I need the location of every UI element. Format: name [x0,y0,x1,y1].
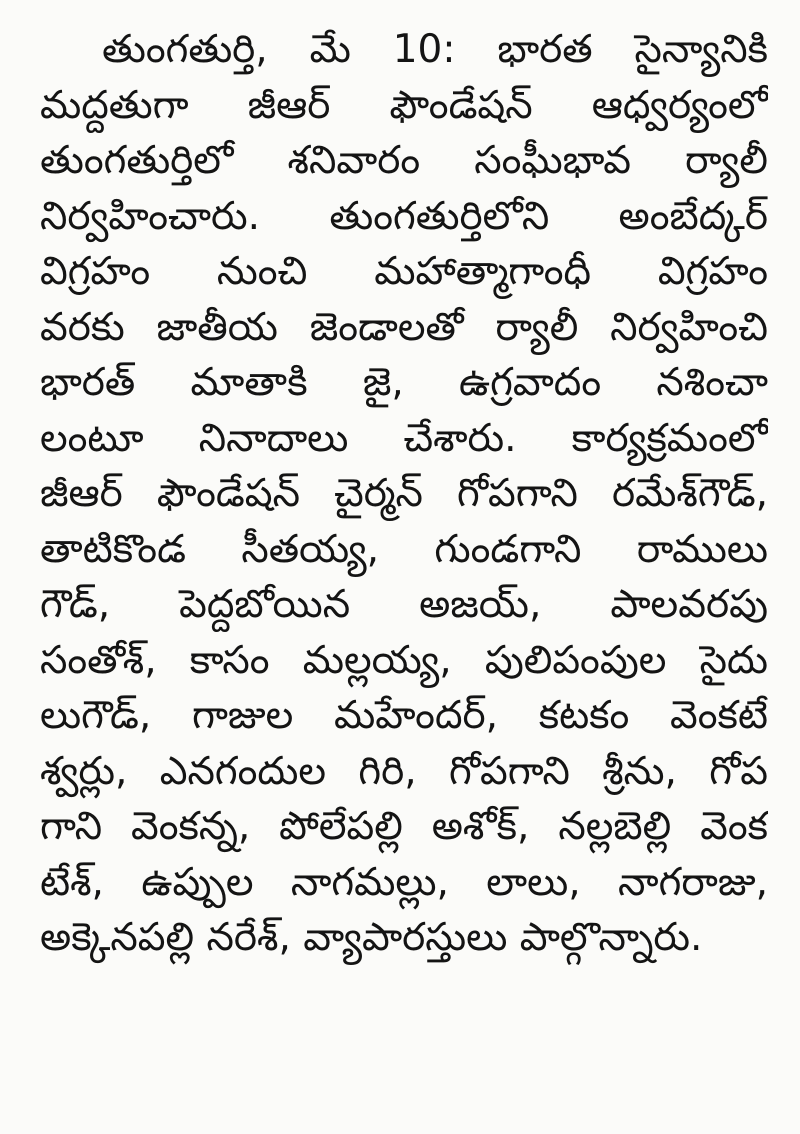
article-line: గాని వెంకన్న, పోలేపల్లి అశోక్, నల్లబెల్లి వెంక [40,804,768,849]
article-line: తుంగతుర్తి, మే 10: భారత సైన్యానికి [102,27,768,72]
article-line: నిర్వహించారు. తుంగతుర్తిలోని అంబేద్కర్ [40,193,768,239]
article-line: మద్దతుగా జీఆర్ ఫౌండేషన్ ఆధ్వర్యంలో [40,82,768,128]
article-line: శ్వర్లు, ఎనగందుల గిరి, గోపగాని శ్రీను, గోప [40,748,768,794]
article-line: టేశ్, ఉప్పుల నాగమల్లు, లాలు, నాగరాజు, [40,859,768,905]
article-body [40,22,768,966]
article-line: గౌడ్, పెద్దబోయిన అజయ్, పాలవరపు [40,582,768,627]
article-line: విగ్రహం నుంచి మహాత్మాగాంధీ విగ్రహం [40,249,768,294]
article-line: తుంగతుర్తిలో శనివారం సంఘీభావ ర్యాలీ [40,138,768,183]
article-line: జీఆర్ ఫౌండేషన్ చైర్మన్ గోపగాని రమేశ్‌గౌడ్, [40,471,768,516]
article-line: తాటికొండ సీతయ్య, గుండగాని రాములు [40,526,768,572]
article-line: సంతోశ్, కాసం మల్లయ్య, పులిపంపుల సైదు [40,637,768,683]
article-line: అక్కెనపల్లి నరేశ్, వ్యాపారస్తులు పాల్గొన్నారు. [40,915,703,960]
article-line: వరకు జాతీయ జెండాలతో ర్యాలీ నిర్వహించి [40,304,768,350]
article-line: భారత్ మాతాకి జై, ఉగ్రవాదం నశించా [40,360,768,405]
article-line: లుగౌడ్, గాజుల మహేందర్, కటకం వెంకటే [40,693,768,738]
article-line: లంటూ నినాదాలు చేశారు. కార్యక్రమంలో [40,415,768,461]
